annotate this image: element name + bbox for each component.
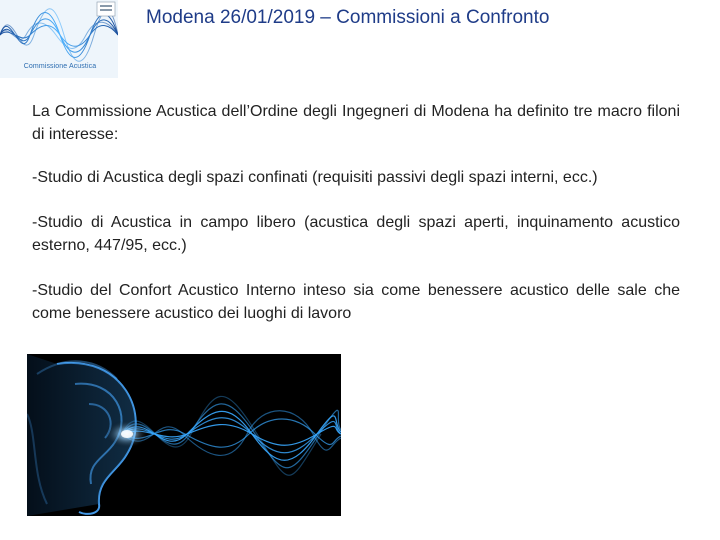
- intro-paragraph: La Commissione Acustica dell’Ordine degli Ingegneri di Modena ha definito tre macro filoni di interesse:: [32, 103, 680, 143]
- main-content: [32, 100, 680, 347]
- topic-item-indoor-comfort: -Studio del Confort Acustico Interno inteso sia come benessere acustico delle sale che come benessere acustico dei luoghi di lavoro: [32, 282, 680, 322]
- ear-sound-waves-image: [27, 354, 341, 516]
- ear-sound-waves-illustration: [27, 354, 341, 516]
- logo-caption: Commissione Acustica: [23, 63, 97, 70]
- commission-logo: [0, 0, 118, 78]
- page-title: Modena 26/01/2019 – Commissioni a Confronto: [146, 7, 550, 28]
- topic-item-free-field: -Studio di Acustica in campo libero (acustica degli spazi aperti, inquinamento acustico esterno, 447/95, ecc.): [32, 214, 680, 254]
- topic-item-confined-spaces: -Studio di Acustica degli spazi confinati (requisiti passivi degli spazi interni, ecc.): [32, 169, 598, 186]
